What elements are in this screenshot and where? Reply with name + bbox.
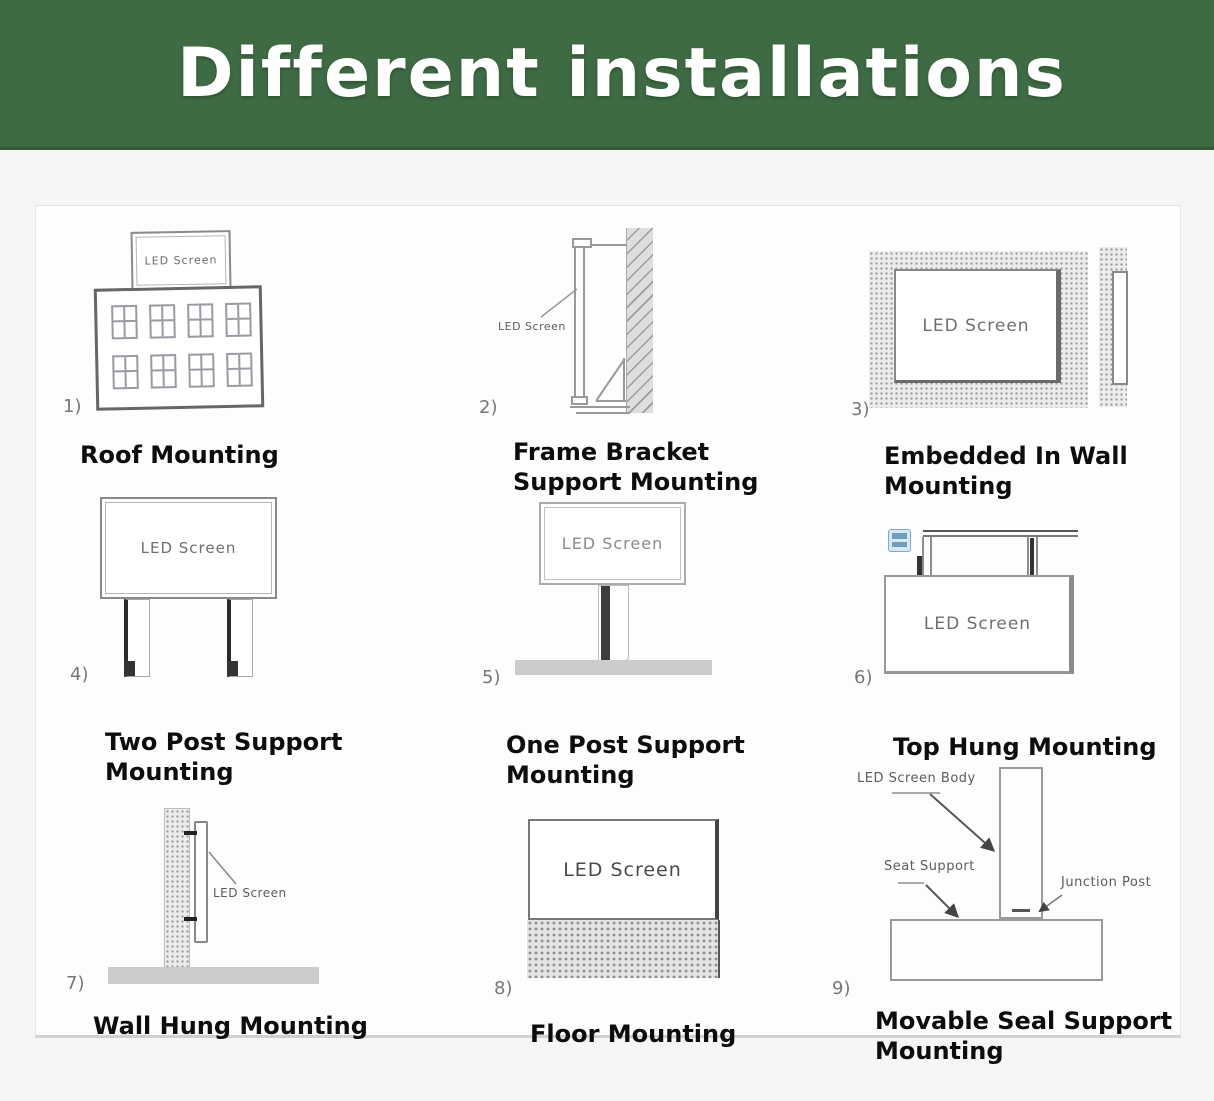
floor-led-screen-box xyxy=(528,819,719,920)
bracket-screen-label: LED Screen xyxy=(498,320,566,333)
ceiling-bar xyxy=(923,530,1078,537)
label-led-screen-body: LED Screen Body xyxy=(857,771,976,786)
icon-bar xyxy=(892,533,907,539)
ground-strip xyxy=(515,660,712,675)
diagram-number: 2) xyxy=(479,397,498,418)
diagram-number: 7) xyxy=(66,973,85,994)
bracket-top-cap xyxy=(572,238,592,248)
caption-embedded-wall: Embedded In Wall Mounting xyxy=(884,442,1128,500)
diagram-number: 5) xyxy=(482,667,501,688)
hanger-left xyxy=(922,537,932,576)
building-window xyxy=(112,355,139,390)
seat-support-rect xyxy=(890,919,1103,981)
label-seat-support: Seat Support xyxy=(884,859,975,874)
diagram-number: 3) xyxy=(851,399,870,420)
caption-top-hung: Top Hung Mounting xyxy=(893,733,1157,761)
diagram-number: 1) xyxy=(63,396,82,417)
roof-led-screen-box xyxy=(130,230,231,291)
post-shadow-edge xyxy=(601,586,610,662)
caption-roof-mounting: Roof Mounting xyxy=(80,441,279,469)
ground-strip xyxy=(108,967,319,984)
onepost-screen-label: LED Screen xyxy=(561,534,664,553)
wall-connector-bottom xyxy=(184,917,197,921)
floor-base-block xyxy=(527,920,720,978)
caption-floor-mounting: Floor Mounting xyxy=(530,1020,737,1048)
building-window xyxy=(187,303,214,338)
tophung-screen-label: LED Screen xyxy=(923,614,1032,634)
building-window xyxy=(225,302,252,337)
label-junction-post: Junction Post xyxy=(1061,875,1152,890)
support-post-single xyxy=(598,585,629,661)
wallhung-led-screen-side xyxy=(194,821,208,943)
header-banner xyxy=(0,0,1214,150)
embedded-led-screen-box xyxy=(894,269,1061,383)
caption-wall-hung: Wall Hung Mounting xyxy=(93,1012,368,1040)
led-screen-body-rect xyxy=(999,767,1043,919)
building-front xyxy=(94,285,265,410)
caption-movable-seal: Movable Seal Support Mounting xyxy=(875,1007,1173,1065)
bracket-led-screen-side xyxy=(574,242,585,403)
twopost-led-screen-box xyxy=(100,497,277,599)
embedded-screen-label: LED Screen xyxy=(922,315,1030,336)
tophung-led-screen-box xyxy=(884,575,1074,674)
wall-connector-top xyxy=(184,831,197,835)
junction-marks xyxy=(1012,909,1030,912)
diagram-number: 8) xyxy=(494,978,513,999)
icon-bar xyxy=(892,542,907,547)
caption-two-post: Two Post Support Mounting xyxy=(105,728,343,786)
building-window xyxy=(226,352,253,387)
diagram-number: 4) xyxy=(70,664,89,685)
caption-frame-bracket: Frame Bracket Support Mounting xyxy=(513,438,759,496)
building-window xyxy=(150,354,177,389)
onepost-led-screen-box xyxy=(539,502,686,585)
diagram-number: 9) xyxy=(832,978,851,999)
post-foot xyxy=(227,661,238,676)
floor-screen-label: LED Screen xyxy=(563,858,682,881)
roof-screen-label: LED Screen xyxy=(144,253,218,268)
diagram-number: 6) xyxy=(854,667,873,688)
image-placeholder-icon xyxy=(888,529,911,552)
page-title: Different installations xyxy=(177,34,1067,113)
support-post-right xyxy=(227,599,253,677)
building-window xyxy=(188,353,215,388)
building-window xyxy=(149,304,176,339)
post-foot xyxy=(124,661,135,676)
wallhung-screen-label: LED Screen xyxy=(213,886,287,900)
caption-one-post: One Post Support Mounting xyxy=(506,731,745,789)
support-post-left xyxy=(124,599,150,677)
hanger-right-dark xyxy=(1030,538,1034,576)
twopost-screen-label: LED Screen xyxy=(140,539,237,557)
building-window xyxy=(111,305,138,340)
wall-hatched xyxy=(626,228,653,413)
embedded-screen-side-view xyxy=(1112,271,1128,385)
bracket-bottom-cap xyxy=(571,396,588,405)
